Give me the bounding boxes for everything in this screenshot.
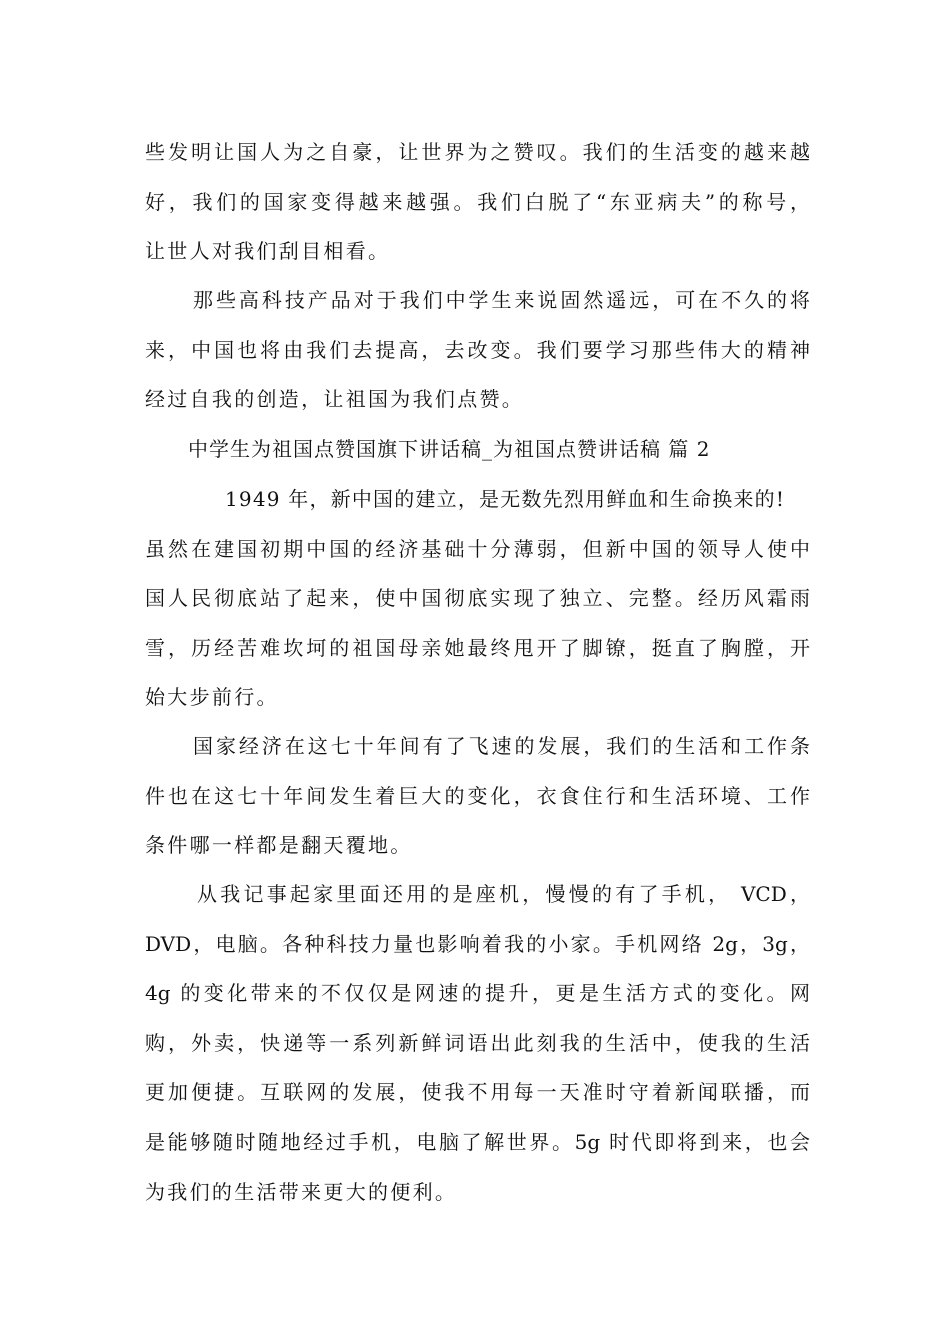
text-line: 是能够随时随地经过手机，电脑了解世界。5g 时代即将到来，也会 bbox=[145, 1129, 810, 1154]
text-line: 4g 的变化带来的不仅仅是网速的提升，更是生活方式的变化。网 bbox=[145, 981, 810, 1006]
paragraph-future bbox=[145, 276, 810, 425]
text-line: 为我们的生活带来更大的便利。 bbox=[145, 1179, 458, 1204]
text-line: 虽然在建国初期中国的经济基础十分薄弱，但新中国的领导人使中 bbox=[145, 536, 810, 561]
text-line: 更加便捷。互联网的发展，使我不用每一天准时守着新闻联播，而 bbox=[145, 1080, 810, 1105]
text-line: DVD，电脑。各种科技力量也影响着我的小家。手机网络 2g，3g， bbox=[145, 931, 810, 956]
paragraph-economy bbox=[145, 722, 810, 871]
heading-text: 中学生为祖国点赞国旗下讲话稿_为祖国点赞讲话稿 篇 2 bbox=[188, 437, 711, 461]
text-line: 从我记事起家里面还用的是座机，慢慢的有了手机， VCD， bbox=[197, 882, 810, 906]
text-line: 来，中国也将由我们去提高，去改变。我们要学习那些伟大的精神 bbox=[145, 337, 810, 362]
text-line: 些发明让国人为之自豪，让世界为之赞叹。我们的生活变的越来越 bbox=[145, 140, 810, 164]
text-line: 国人民彻底站了起来，使中国彻底实现了独立、完整。经历风霜雨 bbox=[145, 586, 810, 611]
text-line: 件也在这七十年间发生着巨大的变化，衣食住行和生活环境、工作 bbox=[145, 783, 810, 808]
section-heading bbox=[188, 425, 808, 475]
text-line: 让世人对我们刮目相看。 bbox=[145, 239, 391, 264]
text-line: 国家经济在这七十年间有了飞速的发展，我们的生活和工作条 bbox=[193, 734, 810, 758]
text-line: 好，我们的国家变得越来越强。我们白脱了“东亚病夫”的称号， bbox=[145, 189, 810, 214]
text-line: 经过自我的创造，让祖国为我们点赞。 bbox=[145, 387, 525, 412]
text-line: 那些高科技产品对于我们中学生来说固然遥远，可在不久的将 bbox=[193, 288, 810, 312]
text-line: 雪，历经苦难坎坷的祖国母亲她最终甩开了脚镣，挺直了胸膛，开 bbox=[145, 635, 810, 660]
paragraph-continuation bbox=[145, 128, 810, 277]
text-line: 始大步前行。 bbox=[145, 685, 279, 710]
paragraph-founding bbox=[145, 475, 810, 723]
text-line: 购，外卖，快递等一系列新鲜词语出此刻我的生活中，使我的生活 bbox=[145, 1030, 810, 1055]
paragraph-technology bbox=[145, 870, 810, 1217]
text-line: 1949 年，新中国的建立，是无数先烈用鲜血和生命换来的! bbox=[225, 487, 786, 511]
text-line: 条件哪一样都是翻天覆地。 bbox=[145, 833, 413, 858]
